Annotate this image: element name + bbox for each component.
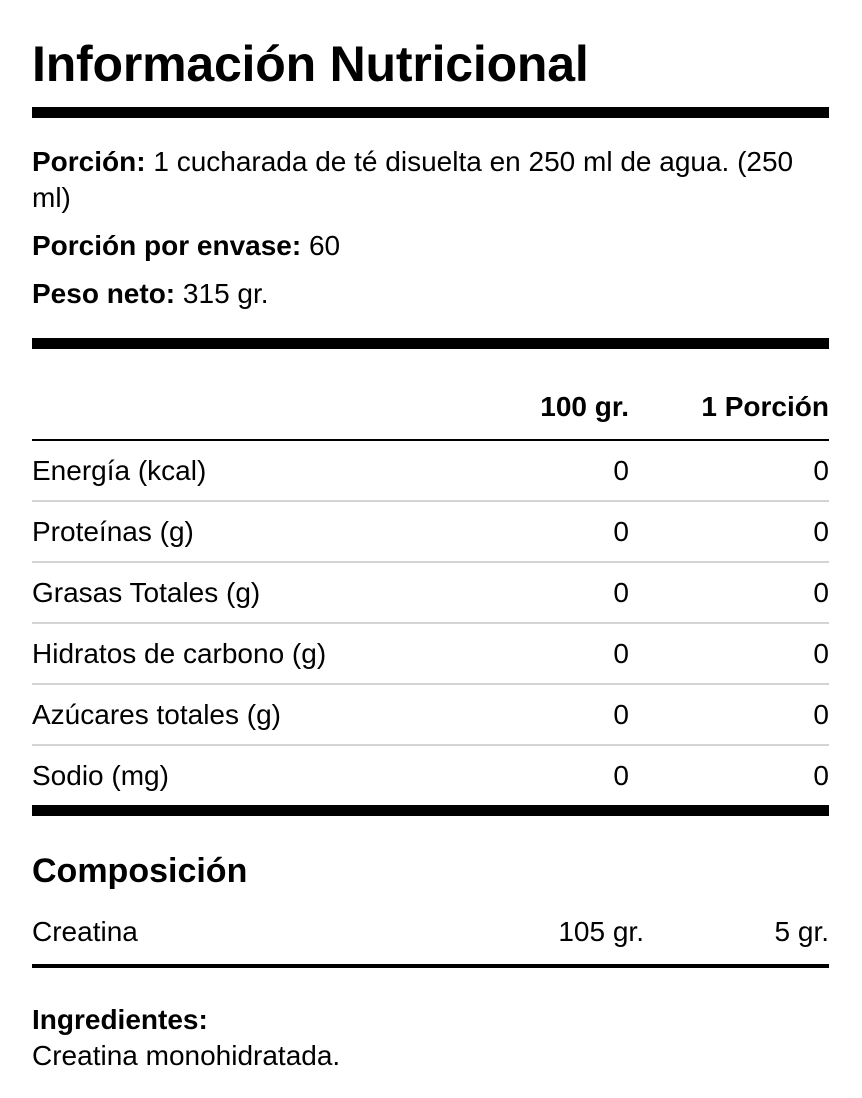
- nutrient-per-100: 0: [459, 440, 629, 501]
- ingredients-section: [32, 1002, 829, 1074]
- nutrient-per-100: 0: [613, 759, 629, 791]
- table-row: [32, 440, 829, 501]
- nutrient-name: Proteínas (g): [32, 501, 459, 562]
- serving-info: [32, 144, 829, 312]
- header-per-portion: 1 Porción: [629, 383, 829, 440]
- ingredients-text: Creatina monohidratada.: [32, 1040, 341, 1071]
- table-row: [32, 684, 829, 745]
- nutrition-table: [32, 383, 829, 805]
- nutrient-per-portion: 0: [629, 623, 829, 684]
- page-title: Información Nutricional: [32, 36, 589, 92]
- table-row: [32, 562, 829, 623]
- nutrient-per-100: 0: [459, 562, 629, 623]
- composition-title: Composición: [32, 852, 248, 890]
- nutrient-per-portion: 0: [629, 501, 829, 562]
- table-row: [32, 745, 829, 805]
- nutrient-per-portion: 0: [629, 440, 829, 501]
- table-row: [32, 906, 829, 958]
- net-weight-value: 315 gr.: [182, 278, 269, 309]
- composition-table: [32, 906, 829, 958]
- nutrient-name: Hidratos de carbono (g): [32, 623, 459, 684]
- title-divider: [32, 107, 829, 118]
- header-nutrient: [32, 383, 459, 440]
- nutrition-header-row: [32, 383, 829, 440]
- table-row: [32, 623, 829, 684]
- nutrient-name: Sodio (mg): [32, 759, 169, 791]
- net-weight-label: Peso neto:: [32, 278, 176, 309]
- per-container-value: 60: [308, 230, 341, 261]
- nutrient-name: Azúcares totales (g): [32, 684, 459, 745]
- nutrient-name: Energía (kcal): [32, 440, 459, 501]
- nutrient-per-portion: 0: [629, 562, 829, 623]
- nutrient-per-100: 0: [459, 623, 629, 684]
- nutrient-name: Grasas Totales (g): [32, 562, 459, 623]
- portion-label: Porción:: [32, 146, 146, 177]
- nutrient-per-100: 0: [459, 684, 629, 745]
- nutrition-divider: [32, 805, 829, 816]
- per-container-line: [32, 228, 829, 264]
- portion-line: [32, 144, 829, 216]
- net-weight-line: [32, 276, 829, 312]
- header-per-100: 100 gr.: [459, 383, 629, 440]
- serving-divider: [32, 338, 829, 349]
- nutrient-per-100: 0: [459, 501, 629, 562]
- ingredients-label: Ingredientes:: [32, 1004, 208, 1035]
- table-row: [32, 501, 829, 562]
- nutrient-per-portion: 0: [629, 684, 829, 745]
- per-container-label: Porción por envase:: [32, 230, 302, 261]
- composition-divider: [32, 964, 829, 968]
- nutrient-per-portion: 0: [813, 759, 829, 791]
- composition-per-100: 105 gr.: [558, 916, 644, 947]
- composition-name: Creatina: [32, 916, 138, 947]
- composition-per-portion: 5 gr.: [774, 916, 829, 947]
- portion-value: 1 cucharada de té disuelta en 250 ml de agua. (250 ml): [32, 146, 794, 213]
